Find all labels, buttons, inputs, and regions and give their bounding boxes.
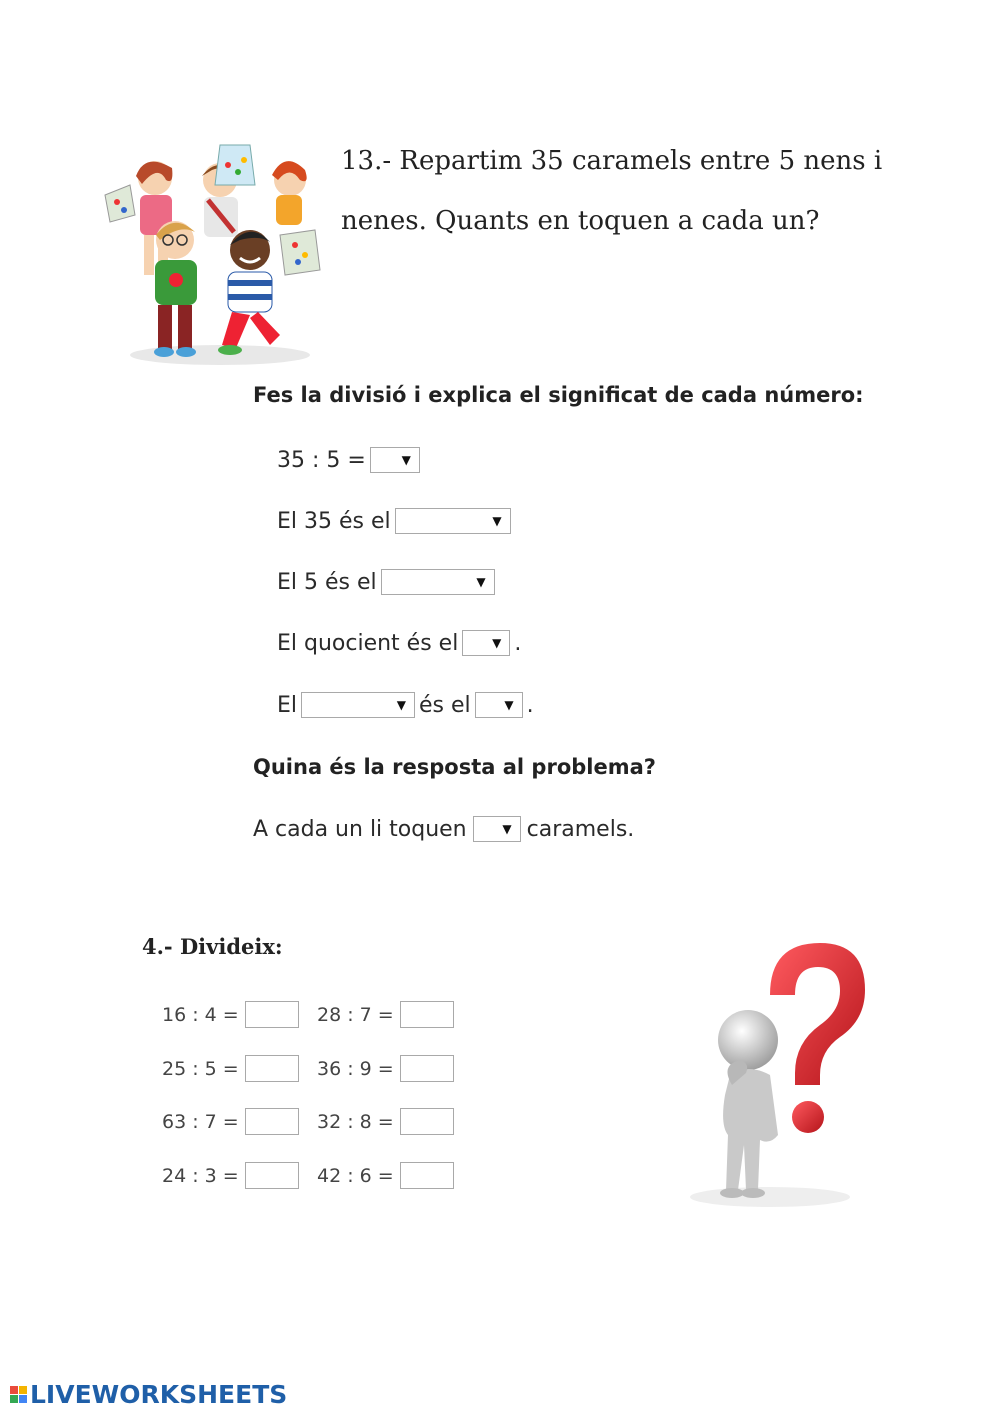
divisor-row xyxy=(277,569,499,595)
dividend-row xyxy=(277,508,515,534)
divide-item xyxy=(162,1108,299,1135)
remainder-period: . xyxy=(526,692,534,718)
remainder-label-start: El xyxy=(277,692,298,718)
dropdown-arrow-icon: ▼ xyxy=(504,698,514,712)
division-row xyxy=(277,447,424,473)
divide-item xyxy=(162,1162,299,1189)
question-heading: Quina és la resposta al problema? xyxy=(253,755,656,779)
logo-text: LIVEWORKSHEETS xyxy=(30,1380,288,1409)
divide-section-title: 4.- Divideix: xyxy=(142,934,283,959)
divide-expression: 16 : 4 = xyxy=(162,1003,239,1026)
divide-item xyxy=(317,1108,454,1135)
quotient-value-dropdown[interactable] xyxy=(462,630,510,656)
divide-expression: 63 : 7 = xyxy=(162,1110,239,1133)
divide-answer-input[interactable] xyxy=(245,1162,299,1189)
divide-expression: 24 : 3 = xyxy=(162,1164,239,1187)
dropdown-arrow-icon: ▼ xyxy=(492,636,502,650)
dividend-label: El 35 és el xyxy=(277,508,391,534)
divide-item xyxy=(317,1001,454,1028)
dropdown-arrow-icon: ▼ xyxy=(502,822,512,836)
thinker-question-mark-icon xyxy=(660,935,920,1225)
quotient-period: . xyxy=(514,630,522,656)
liveworksheets-logo xyxy=(10,1380,287,1409)
divide-item xyxy=(162,1055,299,1082)
term-name-dropdown[interactable] xyxy=(301,692,415,718)
divide-item xyxy=(162,1001,299,1028)
remainder-label-middle: és el xyxy=(419,692,471,718)
divide-item xyxy=(317,1162,454,1189)
quotient-row xyxy=(277,630,521,656)
quotient-label: El quocient és el xyxy=(277,630,459,656)
divide-answer-input[interactable] xyxy=(245,1108,299,1135)
answer-dropdown[interactable] xyxy=(473,816,521,842)
divide-expression: 36 : 9 = xyxy=(317,1057,394,1080)
divisor-label: El 5 és el xyxy=(277,569,377,595)
problem-line-2: nenes. Quants en toquen a cada un? xyxy=(341,206,820,236)
answer-suffix: caramels. xyxy=(526,816,635,842)
divide-item xyxy=(317,1055,454,1082)
dividend-term-dropdown[interactable] xyxy=(395,508,511,534)
children-icon xyxy=(100,140,330,370)
dropdown-arrow-icon: ▼ xyxy=(492,514,502,528)
divide-answer-input[interactable] xyxy=(400,1108,454,1135)
remainder-row xyxy=(277,692,534,718)
division-result-dropdown[interactable] xyxy=(370,447,420,473)
divide-answer-input[interactable] xyxy=(245,1055,299,1082)
dropdown-arrow-icon: ▼ xyxy=(396,698,407,712)
problem-line-1: 13.- Repartim 35 caramels entre 5 nens i xyxy=(341,146,883,176)
children-candy-illustration xyxy=(100,140,330,370)
logo-squares-icon xyxy=(10,1386,27,1403)
answer-prefix: A cada un li toquen xyxy=(253,816,467,842)
divide-answer-input[interactable] xyxy=(400,1055,454,1082)
term-value-dropdown[interactable] xyxy=(475,692,523,718)
division-expression: 35 : 5 = xyxy=(277,447,366,473)
divisor-term-dropdown[interactable] xyxy=(381,569,495,595)
thinking-figure-illustration xyxy=(660,935,920,1225)
dropdown-arrow-icon: ▼ xyxy=(476,575,486,589)
divide-expression: 32 : 8 = xyxy=(317,1110,394,1133)
divide-answer-input[interactable] xyxy=(400,1001,454,1028)
divide-expression: 42 : 6 = xyxy=(317,1164,394,1187)
answer-row xyxy=(253,816,634,842)
divide-answer-input[interactable] xyxy=(400,1162,454,1189)
divide-expression: 25 : 5 = xyxy=(162,1057,239,1080)
instruction-heading: Fes la divisió i explica el significat de cada número: xyxy=(253,383,864,407)
divide-expression: 28 : 7 = xyxy=(317,1003,394,1026)
divide-answer-input[interactable] xyxy=(245,1001,299,1028)
dropdown-arrow-icon: ▼ xyxy=(401,453,411,467)
